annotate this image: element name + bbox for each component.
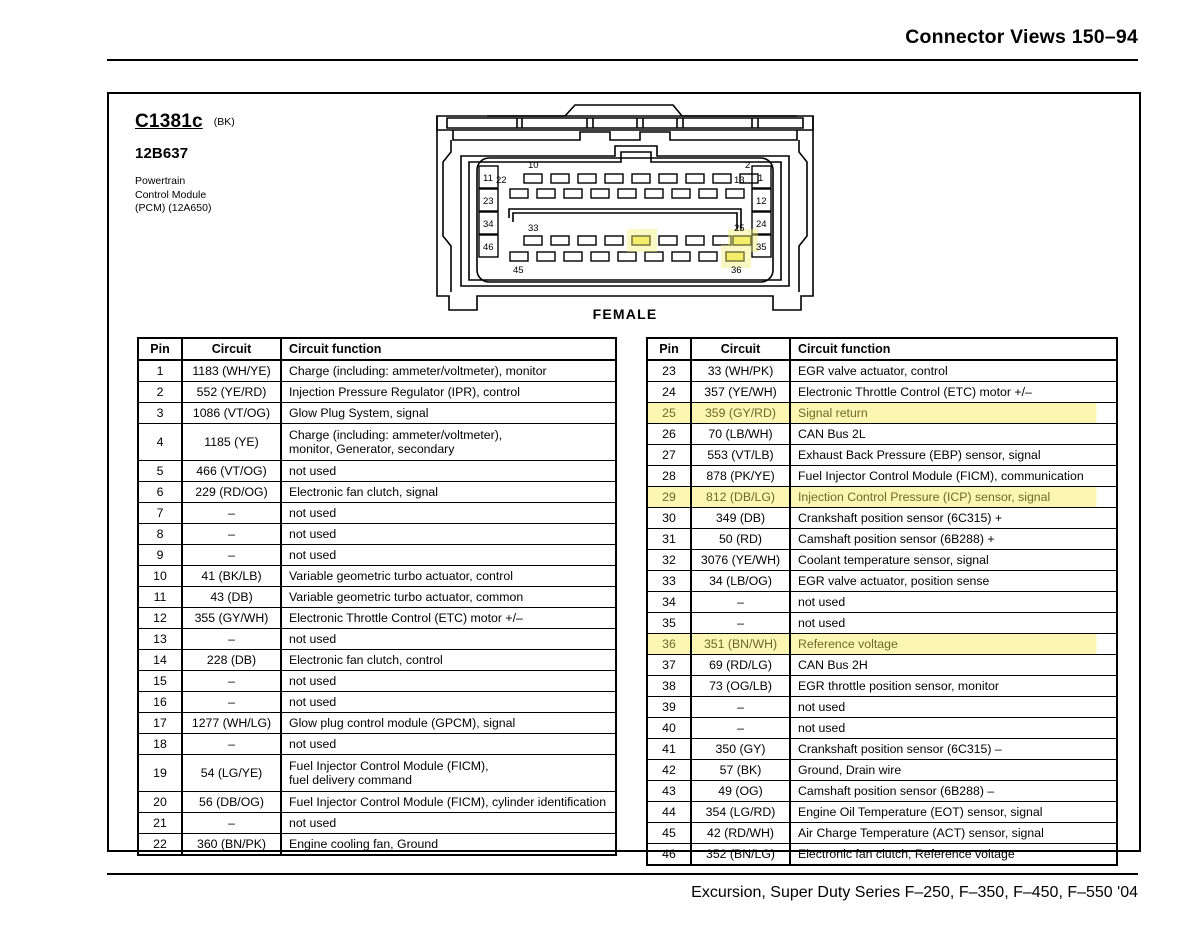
cell-circuit-function <box>281 834 616 856</box>
pin-label-11: 11 <box>483 173 493 184</box>
table-row <box>138 650 616 671</box>
table-row <box>647 445 1117 466</box>
table-row <box>138 566 616 587</box>
cell-pin: 15 <box>138 671 182 692</box>
function-line: Electronic Throttle Control (ETC) motor +/– <box>289 611 523 625</box>
cell-pin: 44 <box>647 802 691 823</box>
function-line: Camshaft position sensor (6B288) + <box>798 532 995 546</box>
cell-circuit: – <box>182 813 281 834</box>
cell-circuit-function <box>281 692 616 713</box>
function-line: Camshaft position sensor (6B288) – <box>798 784 995 798</box>
table-row <box>138 403 616 424</box>
function-line: Reference voltage <box>798 637 898 651</box>
table-row <box>647 424 1117 445</box>
bottom-lower-pin-row <box>510 252 744 261</box>
cell-circuit: 1185 (YE) <box>182 424 281 461</box>
connector-code: C1381c <box>135 111 203 132</box>
cell-circuit: 354 (LG/RD) <box>691 802 790 823</box>
function-line: not used <box>798 616 846 630</box>
cell-pin: 5 <box>138 461 182 482</box>
cell-circuit: – <box>691 613 790 634</box>
table-row <box>138 524 616 545</box>
cell-circuit: 69 (RD/LG) <box>691 655 790 676</box>
cell-circuit-function <box>281 713 616 734</box>
cell-pin: 26 <box>647 424 691 445</box>
cell-pin: 16 <box>138 692 182 713</box>
cell-pin: 43 <box>647 781 691 802</box>
function-line: fuel delivery command <box>289 773 413 787</box>
cell-pin: 4 <box>138 424 182 461</box>
function-line: not used <box>289 548 337 562</box>
cell-circuit-function <box>281 503 616 524</box>
cell-circuit-function <box>281 755 616 792</box>
cell-circuit: 349 (DB) <box>691 508 790 529</box>
cell-pin: 10 <box>138 566 182 587</box>
pin-label-33: 33 <box>528 223 539 234</box>
page-title: Connector Views 150–94 <box>905 26 1138 48</box>
cell-circuit-function <box>790 697 1117 718</box>
function-line: Injection Pressure Regulator (IPR), control <box>289 385 521 399</box>
cell-circuit-function <box>790 529 1117 550</box>
cell-pin: 3 <box>138 403 182 424</box>
cell-circuit: 1086 (VT/OG) <box>182 403 281 424</box>
function-line: Electronic Throttle Control (ETC) motor +/– <box>798 385 1032 399</box>
function-line: EGR throttle position sensor, monitor <box>798 679 999 693</box>
cell-pin: 29 <box>647 487 691 508</box>
column-header-pin: Pin <box>138 338 182 360</box>
cell-circuit-function <box>790 424 1117 445</box>
cell-pin: 38 <box>647 676 691 697</box>
function-line: Crankshaft position sensor (6C315) + <box>798 511 1003 525</box>
cell-circuit-function <box>281 671 616 692</box>
cell-circuit-function <box>790 382 1117 403</box>
cell-circuit: 878 (PK/YE) <box>691 466 790 487</box>
cell-pin: 30 <box>647 508 691 529</box>
cell-circuit: – <box>691 718 790 739</box>
cell-circuit-function <box>790 760 1117 781</box>
cell-pin: 42 <box>647 760 691 781</box>
cell-pin: 28 <box>647 466 691 487</box>
table-row <box>138 692 616 713</box>
function-line: not used <box>798 721 846 735</box>
cell-pin: 25 <box>647 403 691 424</box>
cell-circuit: 350 (GY) <box>691 739 790 760</box>
function-line: EGR valve actuator, control <box>798 364 948 378</box>
table-row <box>138 629 616 650</box>
cell-circuit: 355 (GY/WH) <box>182 608 281 629</box>
connector-view-caption: FEMALE <box>592 306 658 322</box>
cell-pin: 19 <box>138 755 182 792</box>
table-row <box>647 382 1117 403</box>
top-upper-pin-row <box>524 174 758 183</box>
cell-circuit: 229 (RD/OG) <box>182 482 281 503</box>
pin-label-12: 12 <box>756 196 767 207</box>
cell-pin: 36 <box>647 634 691 655</box>
cell-circuit: – <box>182 629 281 650</box>
cell-pin: 37 <box>647 655 691 676</box>
cell-circuit: – <box>691 592 790 613</box>
cell-circuit: 357 (YE/WH) <box>691 382 790 403</box>
table-row <box>138 713 616 734</box>
cell-circuit: 1183 (WH/YE) <box>182 360 281 382</box>
cell-circuit: – <box>182 692 281 713</box>
function-line: not used <box>798 595 846 609</box>
cell-pin: 46 <box>647 844 691 866</box>
connector-description-line: Powertrain <box>135 175 186 187</box>
table-row <box>647 466 1117 487</box>
cell-pin: 18 <box>138 734 182 755</box>
cell-circuit-function <box>790 634 1117 655</box>
cell-circuit-function <box>281 629 616 650</box>
cell-circuit: 812 (DB/LG) <box>691 487 790 508</box>
function-line: Electronic fan clutch, signal <box>289 485 439 499</box>
table-row <box>138 755 616 792</box>
function-line: Injection Control Pressure (ICP) sensor, signal <box>798 490 1051 504</box>
connector-description-line: (PCM) (12A650) <box>135 202 212 214</box>
cell-circuit-function <box>790 360 1117 382</box>
function-line: Electronic fan clutch, control <box>289 653 443 667</box>
column-header-circuit: Circuit <box>691 338 790 360</box>
table-row <box>138 503 616 524</box>
cell-circuit: – <box>182 503 281 524</box>
cell-circuit-function <box>790 403 1117 424</box>
function-line: CAN Bus 2L <box>798 427 866 441</box>
table-row <box>138 834 616 856</box>
cell-circuit: 70 (LB/WH) <box>691 424 790 445</box>
top-lower-pin-row <box>510 189 744 198</box>
function-line: CAN Bus 2H <box>798 658 868 672</box>
cell-circuit-function <box>281 545 616 566</box>
cell-circuit-function <box>790 781 1117 802</box>
connector-diagram-svg <box>425 96 825 336</box>
cell-circuit: 49 (OG) <box>691 781 790 802</box>
cell-circuit-function <box>281 734 616 755</box>
cell-circuit: – <box>691 697 790 718</box>
cell-circuit: 57 (BK) <box>691 760 790 781</box>
cell-circuit-function <box>790 655 1117 676</box>
cell-circuit: 228 (DB) <box>182 650 281 671</box>
cell-pin: 35 <box>647 613 691 634</box>
pin-label-2: 2 <box>745 160 751 171</box>
pin-table-left-wrapper <box>137 337 617 856</box>
function-line: Engine cooling fan, Ground <box>289 837 439 851</box>
cell-circuit-function <box>790 571 1117 592</box>
function-line: Engine Oil Temperature (EOT) sensor, signal <box>798 805 1043 819</box>
table-row <box>138 482 616 503</box>
cell-circuit: 56 (DB/OG) <box>182 792 281 813</box>
cell-circuit-function <box>281 360 616 382</box>
cell-pin: 33 <box>647 571 691 592</box>
cell-pin: 12 <box>138 608 182 629</box>
table-row <box>647 781 1117 802</box>
cell-circuit-function <box>790 508 1117 529</box>
function-line: Air Charge Temperature (ACT) sensor, signal <box>798 826 1044 840</box>
cell-circuit: 42 (RD/WH) <box>691 823 790 844</box>
pin-label-34: 34 <box>483 219 494 230</box>
function-line: Exhaust Back Pressure (EBP) sensor, signal <box>798 448 1041 462</box>
cell-circuit-function <box>281 461 616 482</box>
pin-label-13: 13 <box>734 175 745 186</box>
function-line: Charge (including: ammeter/voltmeter), <box>289 428 503 442</box>
cell-pin: 34 <box>647 592 691 613</box>
cell-pin: 27 <box>647 445 691 466</box>
function-line: not used <box>289 737 337 751</box>
function-line: Crankshaft position sensor (6C315) – <box>798 742 1002 756</box>
table-header-row <box>647 338 1117 360</box>
table-row <box>647 592 1117 613</box>
table-row <box>647 634 1117 655</box>
table-row <box>138 461 616 482</box>
table-row <box>647 844 1117 866</box>
pin-label-1: 1 <box>758 173 764 184</box>
cell-circuit: – <box>182 545 281 566</box>
function-line: not used <box>289 464 337 478</box>
cell-circuit-function <box>790 739 1117 760</box>
cell-pin: 21 <box>138 813 182 834</box>
function-line: Coolant temperature sensor, signal <box>798 553 989 567</box>
pin-label-36: 36 <box>731 265 742 276</box>
pin-label-23: 23 <box>483 196 494 207</box>
function-line: not used <box>289 816 337 830</box>
function-line: not used <box>798 700 846 714</box>
table-row <box>647 823 1117 844</box>
cell-pin: 20 <box>138 792 182 813</box>
cell-circuit: 3076 (YE/WH) <box>691 550 790 571</box>
table-row <box>138 587 616 608</box>
table-row <box>647 360 1117 382</box>
cell-circuit: 54 (LG/YE) <box>182 755 281 792</box>
connector-view-panel <box>107 92 1141 861</box>
cell-circuit-function <box>281 650 616 671</box>
table-row <box>647 529 1117 550</box>
pin-label-46: 46 <box>483 242 494 253</box>
cell-pin: 2 <box>138 382 182 403</box>
function-line: not used <box>289 695 337 709</box>
cell-circuit-function <box>790 718 1117 739</box>
column-header-circuit: Circuit <box>182 338 281 360</box>
cell-circuit-function <box>281 792 616 813</box>
pin-table-left <box>137 337 617 856</box>
table-row <box>647 739 1117 760</box>
cell-circuit: 73 (OG/LB) <box>691 676 790 697</box>
cell-pin: 6 <box>138 482 182 503</box>
cell-circuit-function <box>281 566 616 587</box>
table-row <box>138 671 616 692</box>
connector-color-code: (BK) <box>213 116 235 128</box>
cell-circuit: – <box>182 734 281 755</box>
column-header-function: Circuit function <box>790 338 1117 360</box>
cell-circuit-function <box>790 823 1117 844</box>
column-header-pin: Pin <box>647 338 691 360</box>
header-divider <box>107 59 1138 61</box>
pin-table-right-wrapper <box>646 337 1118 866</box>
cell-pin: 45 <box>647 823 691 844</box>
page-footer-text: Excursion, Super Duty Series F–250, F–350, F–450, F–550 '04 <box>691 884 1138 901</box>
function-line: Glow Plug System, signal <box>289 406 429 420</box>
connector-description <box>135 175 435 216</box>
pin-label-25: 25 <box>734 223 745 234</box>
table-row <box>647 508 1117 529</box>
table-row <box>647 550 1117 571</box>
cell-circuit-function <box>790 802 1117 823</box>
table-row <box>138 734 616 755</box>
function-line: not used <box>289 632 337 646</box>
cell-pin: 17 <box>138 713 182 734</box>
cell-circuit: 359 (GY/RD) <box>691 403 790 424</box>
cell-pin: 1 <box>138 360 182 382</box>
cell-pin: 24 <box>647 382 691 403</box>
cell-circuit-function <box>790 613 1117 634</box>
cell-pin: 7 <box>138 503 182 524</box>
cell-circuit-function <box>790 592 1117 613</box>
table-row <box>138 424 616 461</box>
function-line: EGR valve actuator, position sense <box>798 574 990 588</box>
cell-circuit: 552 (YE/RD) <box>182 382 281 403</box>
pin-label-45: 45 <box>513 265 524 276</box>
function-line: Charge (including: ammeter/voltmeter), monitor <box>289 364 547 378</box>
table-row <box>647 655 1117 676</box>
pin-label-10: 10 <box>528 160 539 171</box>
table-row <box>647 676 1117 697</box>
cell-circuit-function <box>790 487 1117 508</box>
cell-circuit-function <box>281 424 616 461</box>
function-line: not used <box>289 527 337 541</box>
cell-circuit-function <box>790 550 1117 571</box>
cell-circuit: 360 (BN/PK) <box>182 834 281 856</box>
table-row <box>138 813 616 834</box>
cell-circuit: 352 (BN/LG) <box>691 844 790 866</box>
pin-label-35: 35 <box>756 242 767 253</box>
connector-part-number: 12B637 <box>135 145 189 162</box>
footer-divider <box>107 873 1138 875</box>
table-row <box>647 613 1117 634</box>
function-line: Fuel Injector Control Module (FICM), cylinder identification <box>289 795 607 809</box>
cell-circuit: – <box>182 671 281 692</box>
cell-pin: 8 <box>138 524 182 545</box>
cell-circuit: 1277 (WH/LG) <box>182 713 281 734</box>
cell-pin: 14 <box>138 650 182 671</box>
function-line: Electronic fan clutch, Reference voltage <box>798 847 1015 861</box>
cell-circuit: 351 (BN/WH) <box>691 634 790 655</box>
table-row <box>647 697 1117 718</box>
table-row <box>138 608 616 629</box>
column-header-function: Circuit function <box>281 338 616 360</box>
table-row <box>647 802 1117 823</box>
cell-circuit-function <box>790 445 1117 466</box>
table-row <box>647 487 1117 508</box>
cell-circuit-function <box>281 813 616 834</box>
function-line: Glow plug control module (GPCM), signal <box>289 716 516 730</box>
table-row <box>647 403 1117 424</box>
connector-diagram <box>425 96 825 336</box>
function-line: Fuel Injector Control Module (FICM), <box>289 759 489 773</box>
cell-circuit: 33 (WH/PK) <box>691 360 790 382</box>
cell-pin: 13 <box>138 629 182 650</box>
table-row <box>138 792 616 813</box>
cell-circuit: – <box>182 524 281 545</box>
function-line: not used <box>289 506 337 520</box>
function-line: monitor, Generator, secondary <box>289 442 455 456</box>
cell-pin: 39 <box>647 697 691 718</box>
cell-circuit-function <box>281 403 616 424</box>
cell-circuit-function <box>281 382 616 403</box>
pin-highlight-glows <box>627 229 758 268</box>
function-line: Variable geometric turbo actuator, common <box>289 590 524 604</box>
cell-circuit: 50 (RD) <box>691 529 790 550</box>
cell-circuit-function <box>281 608 616 629</box>
cell-pin: 41 <box>647 739 691 760</box>
table-row <box>647 760 1117 781</box>
function-line: Fuel Injector Control Module (FICM), communication <box>798 469 1084 483</box>
pin-table-right <box>646 337 1118 866</box>
cell-circuit-function <box>281 524 616 545</box>
cell-circuit-function <box>790 844 1117 866</box>
table-row <box>647 571 1117 592</box>
cell-circuit: 553 (VT/LB) <box>691 445 790 466</box>
pin-label-24: 24 <box>756 219 767 230</box>
table-header-row <box>138 338 616 360</box>
table-row <box>138 382 616 403</box>
table-row <box>647 718 1117 739</box>
cell-pin: 23 <box>647 360 691 382</box>
cell-circuit-function <box>790 676 1117 697</box>
function-line: not used <box>289 674 337 688</box>
table-row <box>138 360 616 382</box>
page-header <box>0 0 1200 62</box>
cell-pin: 40 <box>647 718 691 739</box>
cell-circuit: 43 (DB) <box>182 587 281 608</box>
pin-label-22: 22 <box>496 175 507 186</box>
cell-circuit-function <box>790 466 1117 487</box>
connector-description-line: Control Module <box>135 188 207 201</box>
cell-circuit: 466 (VT/OG) <box>182 461 281 482</box>
cell-circuit: 41 (BK/LB) <box>182 566 281 587</box>
function-line: Variable geometric turbo actuator, control <box>289 569 513 583</box>
cell-circuit-function <box>281 587 616 608</box>
cell-pin: 22 <box>138 834 182 856</box>
cell-circuit-function <box>281 482 616 503</box>
cell-pin: 9 <box>138 545 182 566</box>
function-line: Signal return <box>798 406 868 420</box>
cell-pin: 32 <box>647 550 691 571</box>
cell-pin: 11 <box>138 587 182 608</box>
function-line: Ground, Drain wire <box>798 763 902 777</box>
connector-identification <box>135 111 435 216</box>
cell-pin: 31 <box>647 529 691 550</box>
table-row <box>138 545 616 566</box>
cell-circuit: 34 (LB/OG) <box>691 571 790 592</box>
